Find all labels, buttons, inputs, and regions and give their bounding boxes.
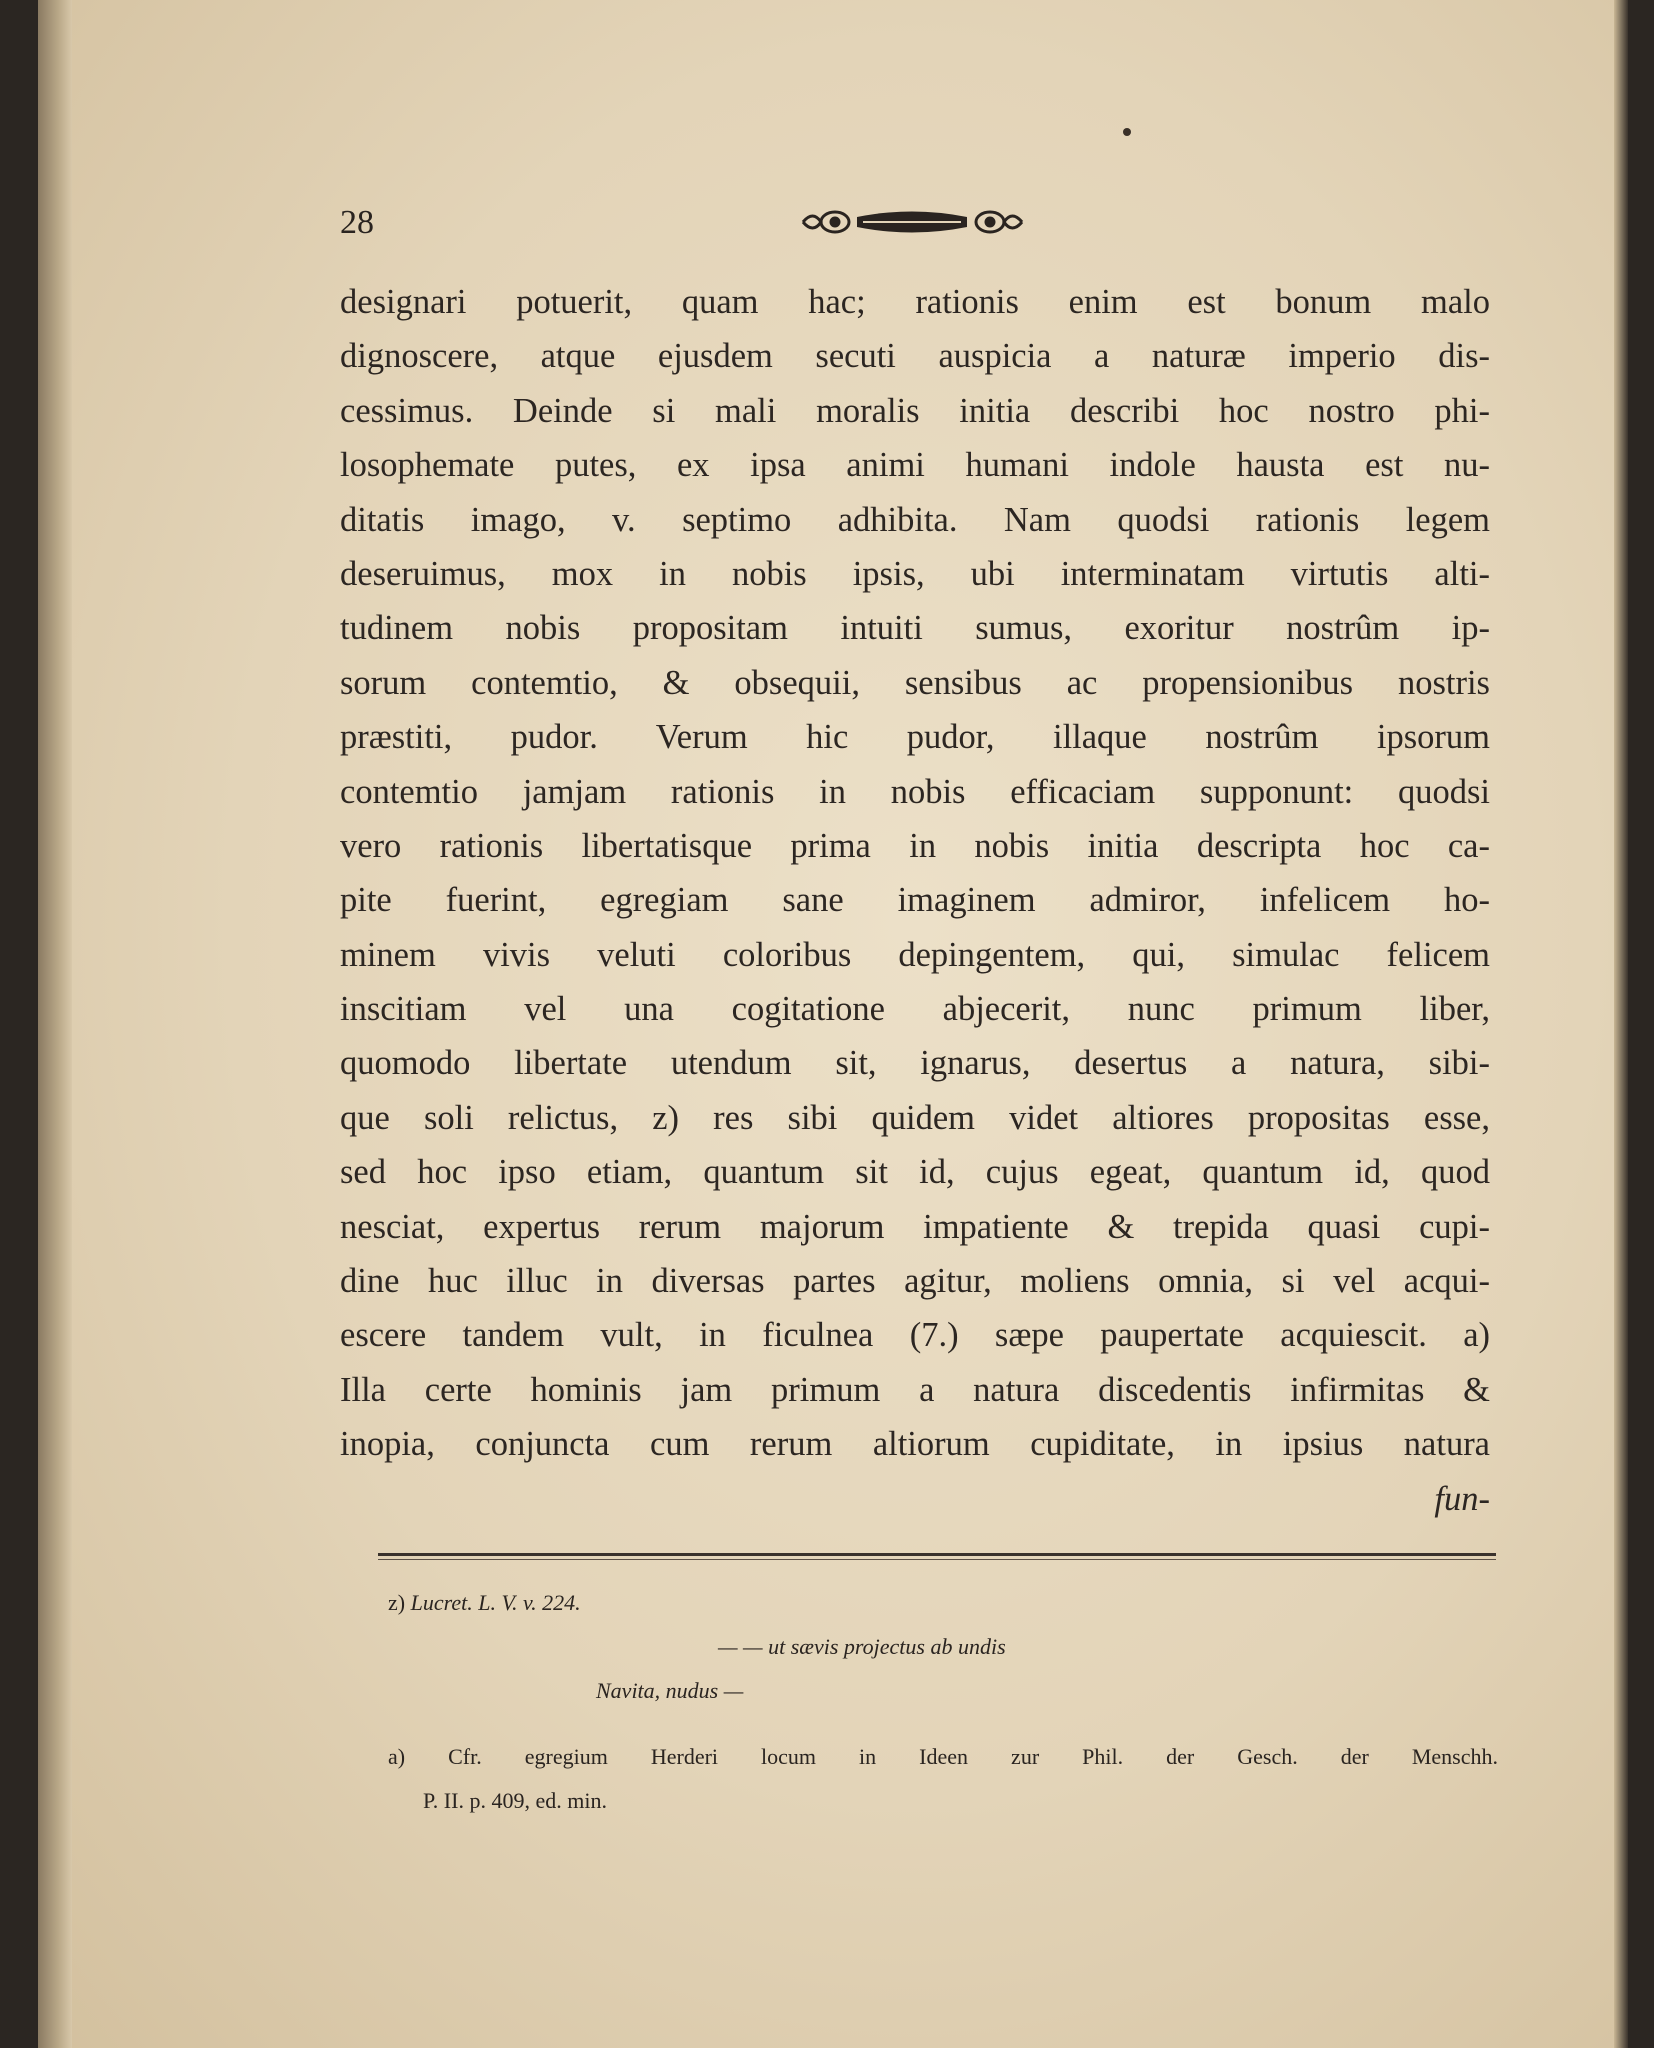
- ornament-divider-icon: [795, 202, 1030, 242]
- text-line: deseruimus, mox in nobis ipsis, ubi interminatam virtutis alti-: [340, 554, 1490, 593]
- text-line: quomodo libertate utendum sit, ignarus, desertus a natura, sibi-: [340, 1044, 1490, 1083]
- text-line: nesciat, expertus rerum majorum impatiente & trepida quasi cupi-: [340, 1207, 1490, 1246]
- footnote-quote-line: Navita, nudus —: [596, 1678, 744, 1703]
- text-line: que soli relictus, z) res sibi quidem videt altiores propositas esse,: [340, 1098, 1490, 1137]
- catchword: fun-: [1434, 1479, 1490, 1518]
- text-line: Illa certe hominis jam primum a natura discedentis infirmitas &: [340, 1370, 1490, 1409]
- book-page: [38, 0, 1628, 2048]
- text-line: escere tandem vult, in ficulnea (7.) sæpe paupertate acquiescit. a): [340, 1316, 1490, 1355]
- body-text: [340, 275, 1490, 1526]
- text-line: præstiti, pudor. Verum hic pudor, illaque nostrûm ipsorum: [340, 718, 1490, 757]
- text-line: inscitiam vel una cogitatione abjecerit, nunc primum liber,: [340, 990, 1490, 1029]
- text-line: contemtio jamjam rationis in nobis efficaciam supponunt: quodsi: [340, 772, 1490, 811]
- text-line: pite fuerint, egregiam sane imaginem admiror, infelicem ho-: [340, 881, 1490, 920]
- footnote-a: [388, 1744, 1498, 1770]
- footnote-z: [388, 1590, 581, 1616]
- text-line: cessimus. Deinde si mali moralis initia describi hoc nostro phi-: [340, 391, 1490, 430]
- page-header: [340, 200, 1490, 250]
- text-line: dine huc illuc in diversas partes agitur, moliens omnia, si vel acqui-: [340, 1262, 1490, 1301]
- page-gutter: [38, 0, 72, 2048]
- text-line: designari potuerit, quam hac; rationis enim est bonum malo: [340, 283, 1490, 321]
- footnote-marker: a): [388, 1744, 406, 1769]
- footnote-rule: [378, 1553, 1496, 1556]
- footnote-reference: Lucret. L. V. v. 224.: [410, 1590, 581, 1615]
- text-line: minem vivis veluti coloribus depingentem, qui, simulac felicem: [340, 935, 1490, 974]
- footnote-rule-thin: [378, 1559, 1496, 1560]
- footnote-marker: z): [388, 1590, 406, 1615]
- text-line: sorum contemtio, & obsequii, sensibus ac propensionibus nostris: [340, 663, 1490, 702]
- page-number: 28: [340, 204, 374, 241]
- ink-speck: [1123, 128, 1131, 136]
- text-line: sed hoc ipso etiam, quantum sit id, cujus egeat, quantum id, quod: [340, 1153, 1490, 1192]
- text-line: dignoscere, atque ejusdem secuti auspicia a naturæ imperio dis-: [340, 337, 1490, 376]
- footnote-text: Cfr. egregium Herderi locum in Ideen zur Phil. der Gesch. der Menschh.: [448, 1744, 1499, 1769]
- text-line: tudinem nobis propositam intuiti sumus, exoritur nostrûm ip-: [340, 609, 1490, 648]
- text-line: ditatis imago, v. septimo adhibita. Nam quodsi rationis legem: [340, 500, 1490, 539]
- page-edge: [1614, 0, 1628, 2048]
- text-line: losophemate putes, ex ipsa animi humani indole hausta est nu-: [340, 446, 1490, 485]
- footnote-text-continued: P. II. p. 409, ed. min.: [423, 1788, 607, 1813]
- footnote-quote-line: — — ut sævis projectus ab undis: [718, 1634, 1006, 1659]
- text-line: vero rationis libertatisque prima in nobis initia descripta hoc ca-: [340, 826, 1490, 865]
- text-line: inopia, conjuncta cum rerum altiorum cupiditate, in ipsius natura: [340, 1425, 1490, 1464]
